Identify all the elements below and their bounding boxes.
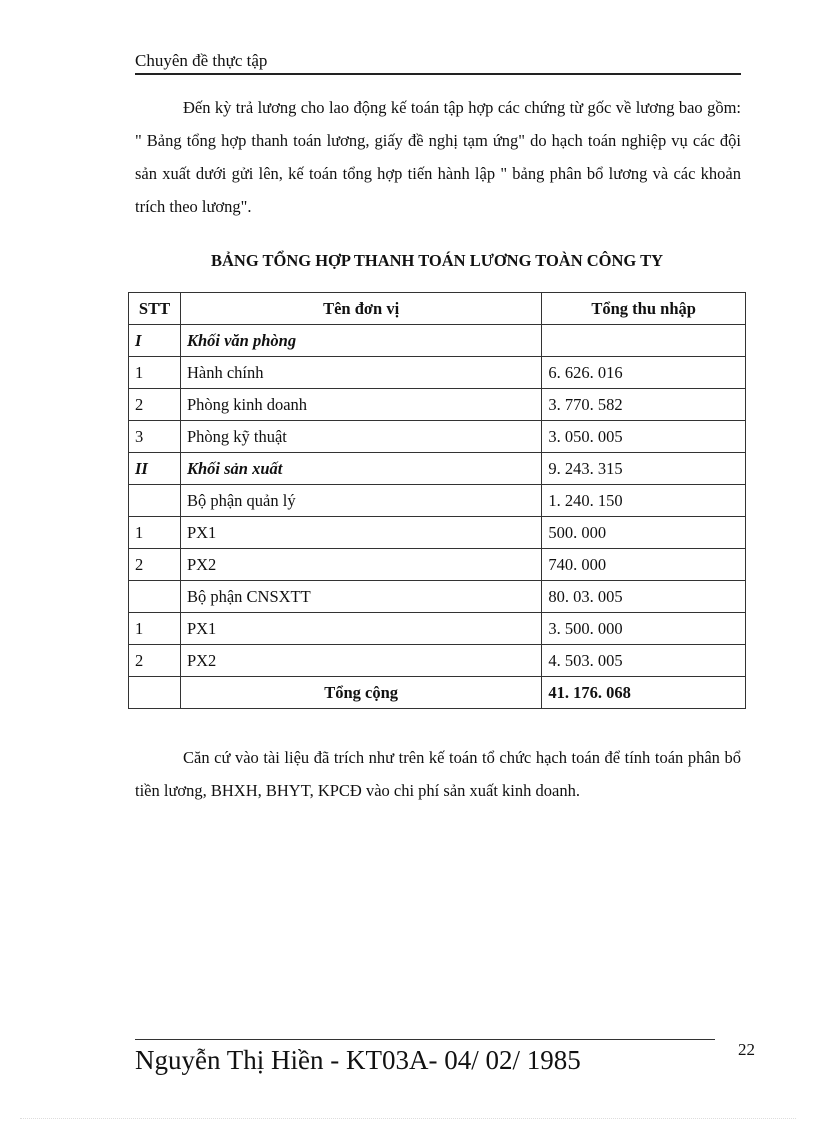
table-row	[129, 325, 746, 357]
footer-author: Nguyễn Thị Hiền - KT03A- 04/ 02/ 1985	[135, 1045, 581, 1075]
row-stt: 2	[129, 645, 181, 677]
intro-paragraph: Đến kỳ trả lương cho lao động kế toán tập hợp các chứng từ gốc về lương bao gồm: " Bảng tổng hợp thanh toán lương, giấy đề nghị tạm ứng" do hạch toán nghiệp vụ các đội sản xuất dưới gửi lên, kế toán tổng hợp tiến hành lập " bảng phân bổ lương và các khoản trích theo lương".	[135, 98, 741, 216]
row-unit: Bộ phận quản lý	[180, 485, 541, 517]
page-header: Chuyên đề thực tập	[135, 50, 741, 75]
row-stt: 2	[129, 389, 181, 421]
row-income: 3. 050. 005	[542, 421, 746, 453]
table-title: BẢNG TỔNG HỢP THANH TOÁN LƯƠNG TOÀN CÔNG TY	[210, 251, 663, 270]
row-stt: 1	[129, 517, 181, 549]
table-row	[129, 613, 746, 645]
table-row	[129, 421, 746, 453]
table-row	[129, 645, 746, 677]
row-income: 3. 500. 000	[542, 613, 746, 645]
row-unit: Phòng kinh doanh	[180, 389, 541, 421]
table-row	[129, 581, 746, 613]
row-income: 4. 503. 005	[542, 645, 746, 677]
table-row	[129, 549, 746, 581]
row-stt: 3	[129, 421, 181, 453]
footer-divider	[135, 1039, 715, 1040]
row-unit: Hành chính	[180, 357, 541, 389]
row-stt: 1	[129, 357, 181, 389]
table-row	[129, 389, 746, 421]
page-bottom-divider	[20, 1118, 796, 1119]
total-label: Tổng cộng	[180, 677, 541, 709]
row-unit: Khối văn phòng	[180, 325, 541, 357]
row-stt: 1	[129, 613, 181, 645]
header-unit: Tên đơn vị	[180, 293, 541, 325]
header-stt: STT	[129, 293, 181, 325]
table-row	[129, 453, 746, 485]
row-unit: Bộ phận CNSXTT	[180, 581, 541, 613]
row-unit: PX2	[180, 549, 541, 581]
row-income: 9. 243. 315	[542, 453, 746, 485]
table-total-row	[129, 677, 746, 709]
total-stt-cell	[129, 677, 181, 709]
row-stt	[129, 581, 181, 613]
row-income: 6. 626. 016	[542, 357, 746, 389]
row-income	[542, 325, 746, 357]
row-income: 1. 240. 150	[542, 485, 746, 517]
table-header-row	[129, 293, 746, 325]
row-income: 80. 03. 005	[542, 581, 746, 613]
row-stt	[129, 485, 181, 517]
row-unit: Phòng kỹ thuật	[180, 421, 541, 453]
row-unit: PX1	[180, 517, 541, 549]
row-stt: II	[129, 453, 181, 485]
row-unit: Khối sản xuất	[180, 453, 541, 485]
page-number: 22	[738, 1040, 755, 1059]
row-unit: PX2	[180, 645, 541, 677]
table-row	[129, 517, 746, 549]
total-income: 41. 176. 068	[542, 677, 746, 709]
salary-summary-table	[128, 292, 746, 709]
row-stt: I	[129, 325, 181, 357]
table-row	[129, 357, 746, 389]
row-income: 740. 000	[542, 549, 746, 581]
closing-paragraph: Căn cứ vào tài liệu đã trích như trên kế toán tổ chức hạch toán để tính toán phân bổ tiền lương, BHXH, BHYT, KPCĐ vào chi phí sản xuất kinh doanh.	[135, 748, 741, 800]
row-income: 500. 000	[542, 517, 746, 549]
table-row	[129, 485, 746, 517]
header-income: Tổng thu nhập	[542, 293, 746, 325]
row-unit: PX1	[180, 613, 541, 645]
row-stt: 2	[129, 549, 181, 581]
row-income: 3. 770. 582	[542, 389, 746, 421]
